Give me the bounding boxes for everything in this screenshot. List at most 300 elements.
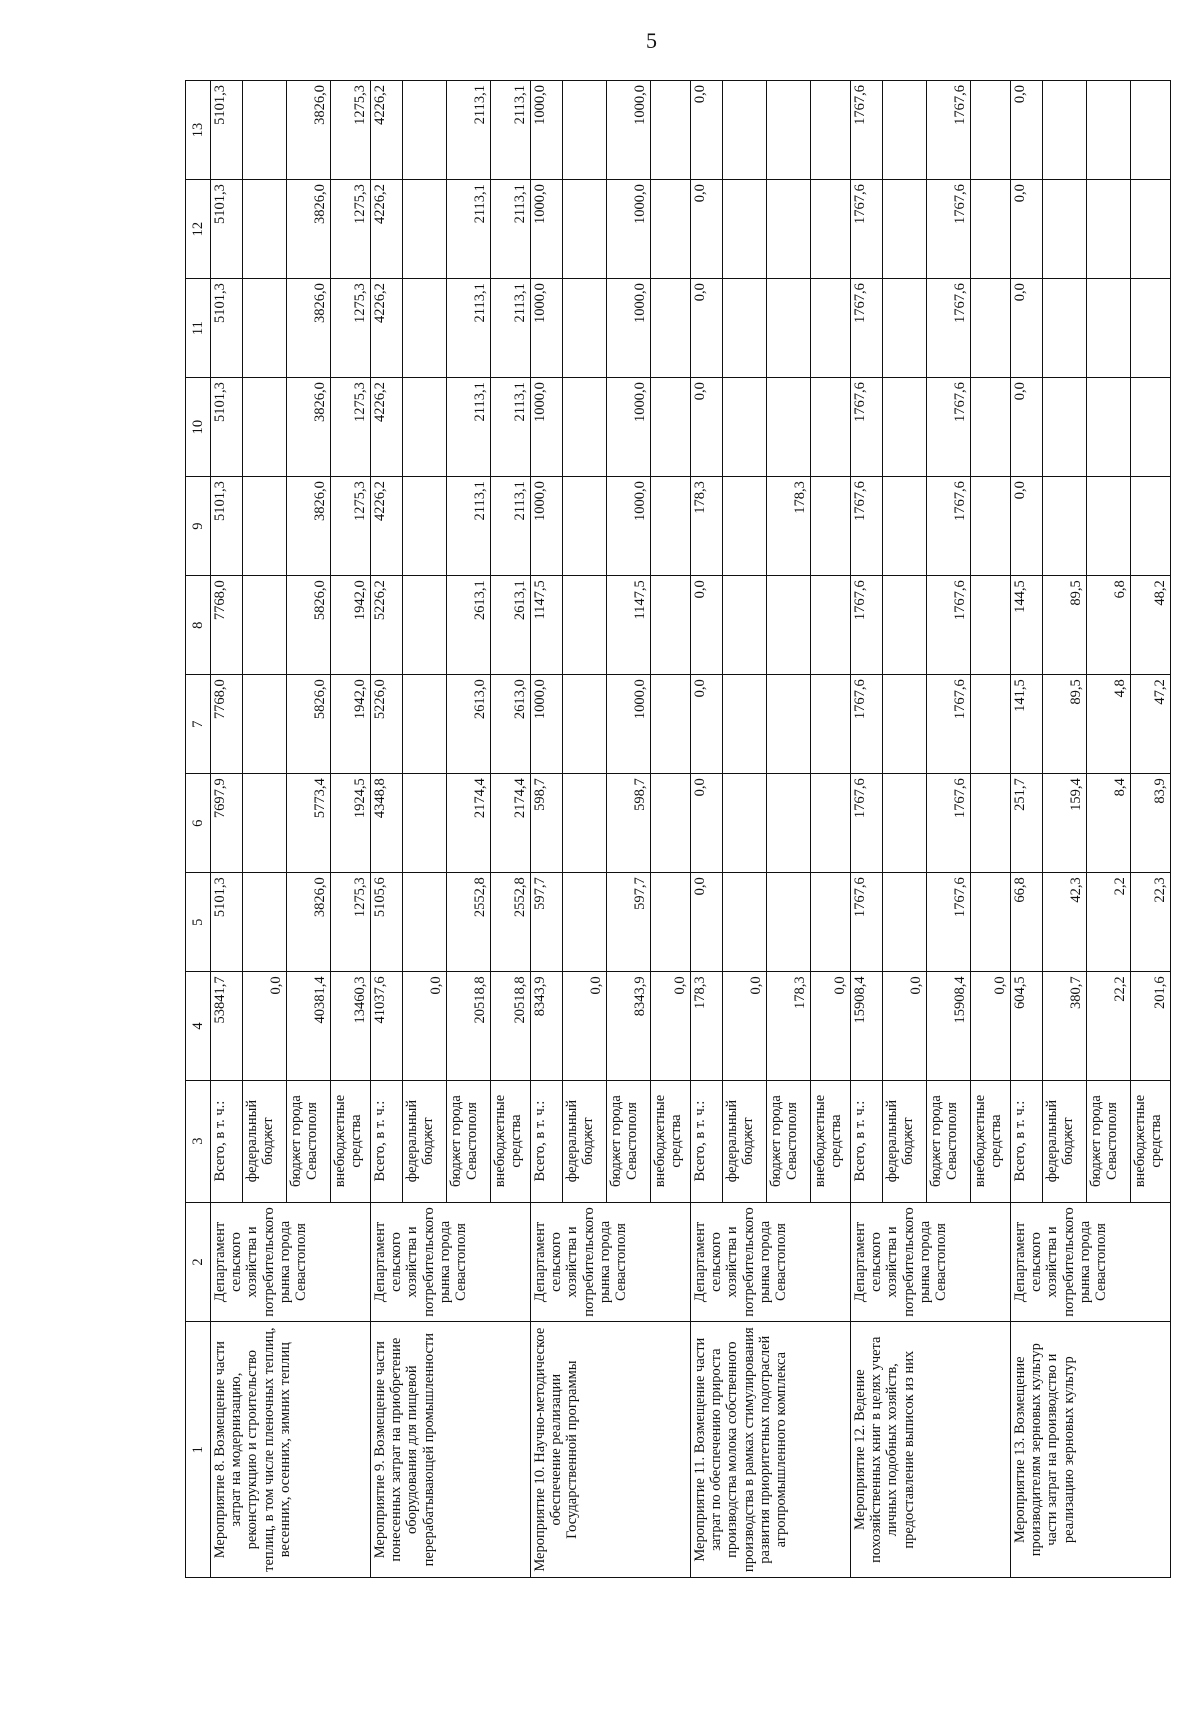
header-cell: 7 [186,675,211,774]
value-cell: 1767,6 [927,873,971,972]
header-cell: 6 [186,774,211,873]
value-cell [403,675,447,774]
value-cell [767,675,811,774]
value-cell [1043,279,1087,378]
value-cell: 1275,3 [331,477,371,576]
value-cell: 5226,0 [371,675,403,774]
value-cell: 2174,4 [491,774,531,873]
value-cell: 1000,0 [531,378,563,477]
value-cell [811,675,851,774]
funding-source: федеральный бюджет [883,1080,927,1202]
funding-source: Всего, в т. ч.: [371,1080,403,1202]
measure-row [371,81,403,1578]
value-cell: 40381,4 [287,972,331,1080]
value-cell [971,576,1011,675]
value-cell [723,378,767,477]
value-cell: 5101,3 [211,873,243,972]
value-cell: 0,0 [691,81,723,180]
value-cell: 598,7 [607,774,651,873]
value-cell [811,873,851,972]
value-cell: 2113,1 [447,378,491,477]
value-cell: 4226,2 [371,180,403,279]
value-cell: 2613,1 [491,576,531,675]
value-cell: 5101,3 [211,81,243,180]
value-cell [1087,180,1131,279]
value-cell [811,477,851,576]
value-cell: 1767,6 [927,576,971,675]
value-cell: 5101,3 [211,378,243,477]
value-cell [723,873,767,972]
value-cell: 7768,0 [211,576,243,675]
value-cell: 4348,8 [371,774,403,873]
value-cell: 2113,1 [447,81,491,180]
measure-name: Мероприятие 13. Возмещение производителям зерновых культур части затрат на производство и реализацию зерновых культур [1011,1322,1171,1578]
value-cell: 1767,6 [851,279,883,378]
value-cell: 0,0 [403,972,447,1080]
header-cell: 8 [186,576,211,675]
value-cell [403,477,447,576]
value-cell: 0,0 [691,774,723,873]
value-cell: 2552,8 [447,873,491,972]
value-cell: 8343,9 [531,972,563,1080]
value-cell [811,774,851,873]
value-cell [563,81,607,180]
value-cell: 66,8 [1011,873,1043,972]
header-row [186,81,211,1578]
value-cell: 0,0 [1011,180,1043,279]
funding-source: бюджет города Севастополя [927,1080,971,1202]
value-cell: 1767,6 [927,477,971,576]
value-cell [563,873,607,972]
value-cell [243,378,287,477]
value-cell: 4,8 [1087,675,1131,774]
header-cell: 2 [186,1202,211,1322]
value-cell: 2113,1 [447,180,491,279]
value-cell [1087,81,1131,180]
executor: Департамент сельского хозяйства и потребительского рынка города Севастополя [531,1202,691,1322]
value-cell: 47,2 [1131,675,1171,774]
value-cell: 0,0 [691,279,723,378]
value-cell [971,675,1011,774]
value-cell: 1942,0 [331,576,371,675]
value-cell: 2113,1 [447,477,491,576]
executor: Департамент сельского хозяйства и потребительского рынка города Севастополя [851,1202,1011,1322]
table-body [186,81,1171,1578]
value-cell [651,675,691,774]
funding-source: Всего, в т. ч.: [851,1080,883,1202]
value-cell [767,180,811,279]
value-cell [883,774,927,873]
value-cell: 0,0 [811,972,851,1080]
funding-source: бюджет города Севастополя [607,1080,651,1202]
value-cell: 178,3 [767,972,811,1080]
value-cell: 5101,3 [211,180,243,279]
value-cell [403,576,447,675]
value-cell: 5105,6 [371,873,403,972]
value-cell: 3826,0 [287,873,331,972]
value-cell [563,774,607,873]
funding-source: федеральный бюджет [243,1080,287,1202]
value-cell: 1767,6 [927,81,971,180]
measure-name: Мероприятие 9. Возмещение части понесенных затрат на приобретение оборудования для пищевой перерабатывающей промышленности [371,1322,531,1578]
value-cell: 0,0 [691,576,723,675]
value-cell [563,180,607,279]
value-cell [767,378,811,477]
value-cell [403,279,447,378]
value-cell: 1767,6 [927,774,971,873]
value-cell [651,576,691,675]
value-cell: 8343,9 [607,972,651,1080]
value-cell [403,774,447,873]
value-cell: 1767,6 [851,576,883,675]
value-cell: 1000,0 [531,279,563,378]
value-cell: 15908,4 [927,972,971,1080]
funding-source: федеральный бюджет [403,1080,447,1202]
value-cell: 48,2 [1131,576,1171,675]
value-cell [563,675,607,774]
value-cell: 4226,2 [371,279,403,378]
value-cell [723,279,767,378]
executor: Департамент сельского хозяйства и потребительского рынка города Севастополя [691,1202,851,1322]
value-cell: 2613,0 [491,675,531,774]
value-cell: 1275,3 [331,81,371,180]
value-cell [971,180,1011,279]
value-cell: 89,5 [1043,675,1087,774]
funding-source: внебюджетные средства [811,1080,851,1202]
measure-row [1011,81,1043,1578]
executor: Департамент сельского хозяйства и потребительского рынка города Севастополя [371,1202,531,1322]
value-cell: 1000,0 [607,279,651,378]
value-cell [563,378,607,477]
value-cell [971,279,1011,378]
value-cell [883,378,927,477]
value-cell: 597,7 [531,873,563,972]
measure-name: Мероприятие 12. Ведение похозяйственных книг в целях учета личных подобных хозяйств, предоставление выписок из них [851,1322,1011,1578]
value-cell [767,576,811,675]
value-cell [243,279,287,378]
value-cell [883,675,927,774]
value-cell: 22,3 [1131,873,1171,972]
value-cell [563,477,607,576]
value-cell [971,378,1011,477]
value-cell: 1767,6 [851,180,883,279]
measure-name: Мероприятие 10. Научно-методическое обеспечение реализации Государственной программы [531,1322,691,1578]
value-cell: 0,0 [1011,279,1043,378]
value-cell: 7768,0 [211,675,243,774]
value-cell: 1000,0 [531,180,563,279]
measure-row [691,81,723,1578]
value-cell: 3826,0 [287,477,331,576]
value-cell [243,477,287,576]
value-cell: 5226,2 [371,576,403,675]
funding-source: внебюджетные средства [1131,1080,1171,1202]
value-cell: 0,0 [691,378,723,477]
value-cell: 1000,0 [531,675,563,774]
value-cell [971,81,1011,180]
value-cell: 144,5 [1011,576,1043,675]
value-cell [811,279,851,378]
value-cell: 0,0 [1011,477,1043,576]
value-cell: 2174,4 [447,774,491,873]
header-cell: 5 [186,873,211,972]
value-cell [1087,378,1131,477]
value-cell [723,774,767,873]
value-cell: 0,0 [243,972,287,1080]
value-cell: 2113,1 [491,378,531,477]
value-cell [243,180,287,279]
value-cell: 598,7 [531,774,563,873]
value-cell: 1275,3 [331,279,371,378]
value-cell: 2613,0 [447,675,491,774]
funding-source: Всего, в т. ч.: [531,1080,563,1202]
value-cell: 5101,3 [211,477,243,576]
value-cell: 1000,0 [607,675,651,774]
value-cell: 1147,5 [531,576,563,675]
value-cell [651,873,691,972]
value-cell: 83,9 [1131,774,1171,873]
funding-source: федеральный бюджет [1043,1080,1087,1202]
value-cell: 4226,2 [371,81,403,180]
budget-table [185,80,1171,1578]
value-cell [883,81,927,180]
value-cell: 4226,2 [371,378,403,477]
value-cell [723,477,767,576]
value-cell [811,81,851,180]
value-cell: 8,4 [1087,774,1131,873]
value-cell [883,279,927,378]
value-cell [971,477,1011,576]
value-cell: 1767,6 [851,873,883,972]
executor: Департамент сельского хозяйства и потребительского рынка города Севастополя [211,1202,371,1322]
header-cell: 13 [186,81,211,180]
value-cell: 1767,6 [851,378,883,477]
value-cell: 5773,4 [287,774,331,873]
value-cell: 20518,8 [447,972,491,1080]
value-cell [883,576,927,675]
value-cell: 2613,1 [447,576,491,675]
funding-source: федеральный бюджет [723,1080,767,1202]
value-cell: 13460,3 [331,972,371,1080]
value-cell: 5101,3 [211,279,243,378]
header-cell: 10 [186,378,211,477]
funding-source: внебюджетные средства [491,1080,531,1202]
value-cell: 1767,6 [851,675,883,774]
value-cell: 4226,2 [371,477,403,576]
executor: Департамент сельского хозяйства и потребительского рынка города Севастополя [1011,1202,1171,1322]
value-cell [1043,180,1087,279]
value-cell [811,180,851,279]
funding-source: Всего, в т. ч.: [1011,1080,1043,1202]
value-cell: 3826,0 [287,378,331,477]
value-cell: 1000,0 [607,378,651,477]
funding-source: бюджет города Севастополя [287,1080,331,1202]
value-cell: 178,3 [691,477,723,576]
value-cell [243,576,287,675]
value-cell [651,279,691,378]
value-cell: 1942,0 [331,675,371,774]
header-cell: 3 [186,1080,211,1202]
value-cell [883,477,927,576]
value-cell [651,180,691,279]
funding-source: внебюджетные средства [971,1080,1011,1202]
value-cell [971,873,1011,972]
value-cell: 3826,0 [287,180,331,279]
value-cell: 41037,6 [371,972,403,1080]
value-cell: 2113,1 [491,279,531,378]
funding-source: бюджет города Севастополя [447,1080,491,1202]
value-cell [1043,477,1087,576]
value-cell: 22,2 [1087,972,1131,1080]
value-cell: 0,0 [883,972,927,1080]
value-cell [1043,81,1087,180]
value-cell: 1000,0 [607,180,651,279]
measure-row [531,81,563,1578]
value-cell: 89,5 [1043,576,1087,675]
value-cell [811,378,851,477]
measure-row [851,81,883,1578]
value-cell [767,774,811,873]
value-cell [243,774,287,873]
value-cell [403,180,447,279]
value-cell: 1924,5 [331,774,371,873]
value-cell [243,81,287,180]
value-cell: 1147,5 [607,576,651,675]
measure-row [211,81,243,1578]
value-cell: 0,0 [1011,81,1043,180]
value-cell: 3826,0 [287,279,331,378]
value-cell [883,873,927,972]
value-cell: 0,0 [691,873,723,972]
page-number: 5 [646,28,657,53]
value-cell: 141,5 [1011,675,1043,774]
value-cell [1087,279,1131,378]
value-cell: 1767,6 [927,675,971,774]
value-cell: 53841,7 [211,972,243,1080]
value-cell [971,774,1011,873]
value-cell [1043,378,1087,477]
value-cell: 0,0 [1011,378,1043,477]
value-cell [403,378,447,477]
value-cell: 15908,4 [851,972,883,1080]
header-cell: 11 [186,279,211,378]
value-cell: 178,3 [767,477,811,576]
value-cell: 0,0 [563,972,607,1080]
value-cell: 159,4 [1043,774,1087,873]
value-cell: 251,7 [1011,774,1043,873]
header-cell: 9 [186,477,211,576]
value-cell: 1000,0 [607,477,651,576]
value-cell: 1275,3 [331,378,371,477]
value-cell: 2113,1 [447,279,491,378]
value-cell: 0,0 [691,675,723,774]
value-cell [403,873,447,972]
value-cell: 1767,6 [851,774,883,873]
funding-source: федеральный бюджет [563,1080,607,1202]
value-cell: 0,0 [971,972,1011,1080]
header-cell: 1 [186,1322,211,1578]
value-cell [1131,477,1171,576]
value-cell: 1275,3 [331,873,371,972]
value-cell [1131,81,1171,180]
value-cell [723,576,767,675]
value-cell: 2113,1 [491,180,531,279]
header-cell: 4 [186,972,211,1080]
value-cell: 0,0 [651,972,691,1080]
value-cell [651,81,691,180]
funding-source: бюджет города Севастополя [1087,1080,1131,1202]
value-cell [767,873,811,972]
value-cell: 1767,6 [851,477,883,576]
value-cell [1087,477,1131,576]
value-cell: 1767,6 [927,180,971,279]
value-cell: 178,3 [691,972,723,1080]
funding-source: Всего, в т. ч.: [211,1080,243,1202]
value-cell [1131,378,1171,477]
value-cell [1131,279,1171,378]
value-cell: 597,7 [607,873,651,972]
value-cell: 0,0 [691,180,723,279]
value-cell: 1767,6 [927,378,971,477]
value-cell [403,81,447,180]
value-cell [243,873,287,972]
value-cell [723,81,767,180]
value-cell: 5826,0 [287,576,331,675]
value-cell [723,675,767,774]
value-cell: 1000,0 [531,81,563,180]
value-cell [651,477,691,576]
value-cell: 5826,0 [287,675,331,774]
value-cell: 3826,0 [287,81,331,180]
value-cell: 2,2 [1087,873,1131,972]
value-cell: 7697,9 [211,774,243,873]
value-cell: 604,5 [1011,972,1043,1080]
value-cell: 1275,3 [331,180,371,279]
value-cell [883,180,927,279]
value-cell: 0,0 [723,972,767,1080]
value-cell: 2113,1 [491,477,531,576]
value-cell [563,576,607,675]
value-cell [723,180,767,279]
header-cell: 12 [186,180,211,279]
value-cell: 1000,0 [607,81,651,180]
value-cell [651,378,691,477]
value-cell [767,279,811,378]
value-cell: 20518,8 [491,972,531,1080]
funding-source: Всего, в т. ч.: [691,1080,723,1202]
value-cell [563,279,607,378]
value-cell [811,576,851,675]
value-cell: 1767,6 [927,279,971,378]
value-cell [651,774,691,873]
value-cell [1131,180,1171,279]
value-cell: 380,7 [1043,972,1087,1080]
value-cell: 2113,1 [491,81,531,180]
rotated-table-wrapper [185,80,1168,1578]
value-cell: 1000,0 [531,477,563,576]
value-cell: 6,8 [1087,576,1131,675]
value-cell: 2552,8 [491,873,531,972]
funding-source: внебюджетные средства [651,1080,691,1202]
measure-name: Мероприятие 8. Возмещение части затрат на модернизацию, реконструкцию и строительство теплиц, в том числе пленочных теплиц, весенних, осенних, зимних теплиц [211,1322,371,1578]
value-cell: 42,3 [1043,873,1087,972]
funding-source: внебюджетные средства [331,1080,371,1202]
measure-name: Мероприятие 11. Возмещение части затрат по обеспечению прироста производства молока собственного производства в рамках стимулирования развития приоритетных подотраслей агропромышленного комплекса [691,1322,851,1578]
value-cell: 201,6 [1131,972,1171,1080]
funding-source: бюджет города Севастополя [767,1080,811,1202]
value-cell [767,81,811,180]
value-cell: 1767,6 [851,81,883,180]
value-cell [243,675,287,774]
